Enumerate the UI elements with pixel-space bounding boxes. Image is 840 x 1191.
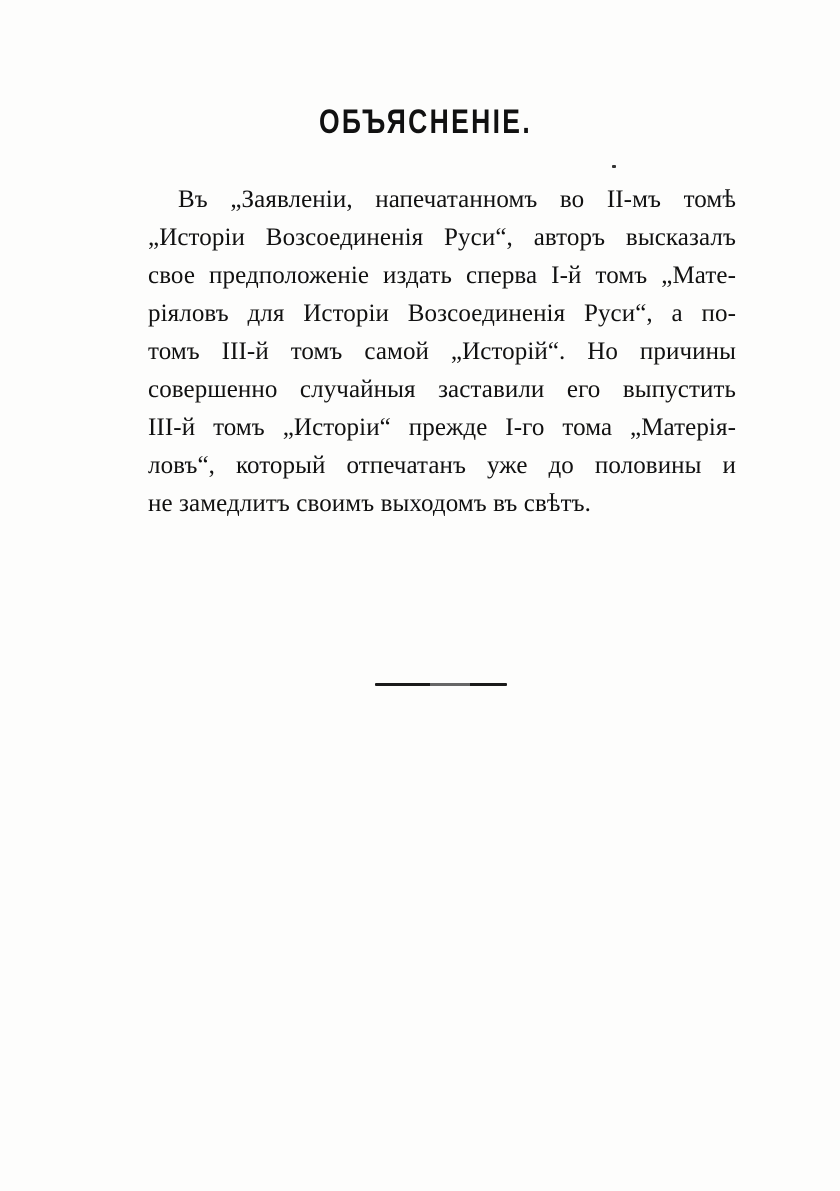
text-line: свое предположеніе издать сперва I-й томъ „Мате- [148,262,736,289]
page-title: ОБЪЯСНЕНIЕ. [318,103,533,141]
text-line: томъ III-й томъ самой „Исторій“. Но причины [148,338,736,365]
ink-speck [612,165,616,168]
text-line: ловъ“, который отпечатанъ уже до половины и [148,452,736,479]
body-paragraph [148,181,736,523]
text-line: совершенно случайныя заставили его выпустить [148,376,736,403]
text-line: не замедлитъ своимъ выходомъ въ свѣтъ. [148,490,591,517]
section-divider-fade [430,683,470,686]
text-line: „Исторіи Возсоединенія Руси“, авторъ высказалъ [148,224,736,251]
text-line: ріяловъ для Исторіи Возсоединенія Руси“, а по- [148,300,736,327]
text-line: Въ „Заявленіи, напечатанномъ во II-мъ томѣ [178,186,736,213]
text-line: III-й томъ „Исторіи“ прежде I-го тома „Матерія- [148,414,736,441]
